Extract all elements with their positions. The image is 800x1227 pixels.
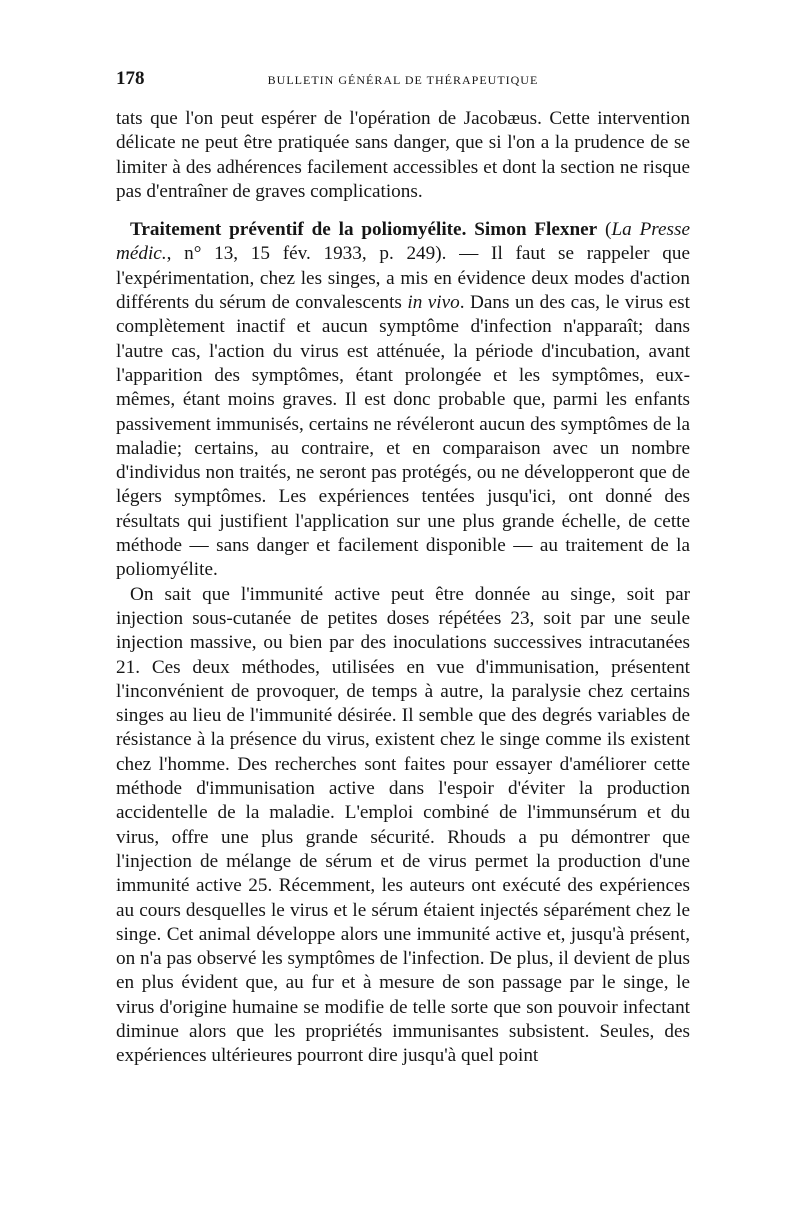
running-header bbox=[116, 70, 690, 94]
article-author: Simon Flexner bbox=[474, 219, 598, 241]
in-vivo-term: in vivo bbox=[407, 292, 460, 314]
article-paragraph-2: On sait que l'immunité active peut être donnée au singe, soit par injection sous-cutanée de petites doses répétées 23, soit par une seule injection massive, ou bien par des inoculations successives intracutanées 21. Ces deux méthodes, utilisées en vue d'immunisation, présentent l'inconvénient de provoquer, de temps à autre, la paralysie chez certains singes au lieu de l'immunité désirée. Il semble que des degrés variables de résistance à la présence du virus, existent chez le singe comme ils existent chez l'homme. Des recherches sont faites pour essayer d'améliorer cette méthode d'immunisation active dans l'espoir d'éviter la production accidentelle de la maladie. L'emploi combiné de l'immunsérum et du virus, offre une plus grande sécurité. Rhouds a pu démontrer que l'injection de mélange de sérum et de virus permet la production d'une immunité active 25. Récemment, les auteurs ont exécuté des expériences au cours desquelles le virus et le sérum étaient injectés séparément chez le singe. Cet animal développe alors une immunité active et, jusqu'à présent, on n'a pas observé les symptômes de l'infection. De plus, il devient de plus en plus évident que, au fur et à mesure de son passage par le singe, le virus d'origine humaine se modifie de telle sorte que son pouvoir infectant diminue alors que les propriétés immunisantes subsistent. Seules, des expériences ultérieures pourront dire jusqu'à quel point bbox=[116, 583, 690, 1067]
continuation-paragraph: tats que l'on peut espérer de l'opération de Jacobæus. Cette intervention délicate ne peut être pratiquée sans danger, que si l'on a la prudence de se limiter à des adhérences facilement accessibles et dont la section ne risque pas d'entraîner de graves complications. bbox=[116, 108, 690, 202]
page-body bbox=[116, 107, 690, 1069]
page-number: 178 bbox=[116, 68, 145, 89]
source-details: , n° 13, 15 fév. 1933, p. 249). bbox=[166, 243, 447, 265]
book-page bbox=[116, 70, 690, 1069]
paragraph-1-intro: — Il faut se rappeler que l'expérimentation, chez les singes, a mis en évidence deux modes d'action différents du sérum de convalescents bbox=[116, 243, 690, 314]
source-journal: La Presse médic. bbox=[116, 219, 691, 265]
journal-title: BULLETIN GÉNÉRAL DE THÉRAPEUTIQUE bbox=[267, 73, 539, 87]
paragraph-1-rest: . Dans un des cas, le virus est complètement inactif et aucun symptôme d'infection n'apparaît; dans l'autre cas, l'action du virus est atténuée, la période d'incubation, avant l'apparition des symptômes, étant prolongée et les symptômes, eux-mêmes, étant moins graves. Il est donc probable que, parmi les enfants passivement immunisés, certains ne révéleront aucun des symptômes de la maladie; certains, au contraire, et en comparaison avec un nombre d'individus non traités, ne seront pas protégés, ou ne développeront que de légers symptômes. Les expériences tentées jusqu'ici, ont donné des résultats qui justifient l'application sur une plus grande échelle, de cette méthode — sans danger et facilement disponible — au traitement de la poliomyélite. bbox=[116, 292, 690, 581]
article-title: Traitement préventif de la poliomyélite. bbox=[130, 219, 467, 241]
article-paragraph-1: Traitement préventif de la poliomyélite. Simon Flexner (La Presse médic., n° 13, 15 fév. 1933, p. 249). — Il faut se rappeler que l'expérimentation, chez les singes, a mis en évidence deux modes d'action différents du sérum de convalescents in vivo. Dans un des cas, le virus est complètement inactif et aucun symptôme d'infection n'apparaît; dans l'autre cas, l'action du virus est atténuée, la période d'incubation, avant l'apparition des symptômes, étant prolongée et les symptômes, eux-mêmes, étant moins graves. Il est donc probable que, parmi les enfants passivement immunisés, certains ne révéleront aucun des symptômes de la maladie; certains, au contraire, et en comparaison avec un nombre d'individus non traités, ne seront pas protégés, ou ne développeront que de légers symptômes. Les expériences tentées jusqu'ici, ont donné des résultats qui justifient l'application sur une plus grande échelle, de cette méthode — sans danger et facilement disponible — au traitement de la poliomyélite. bbox=[116, 219, 691, 581]
